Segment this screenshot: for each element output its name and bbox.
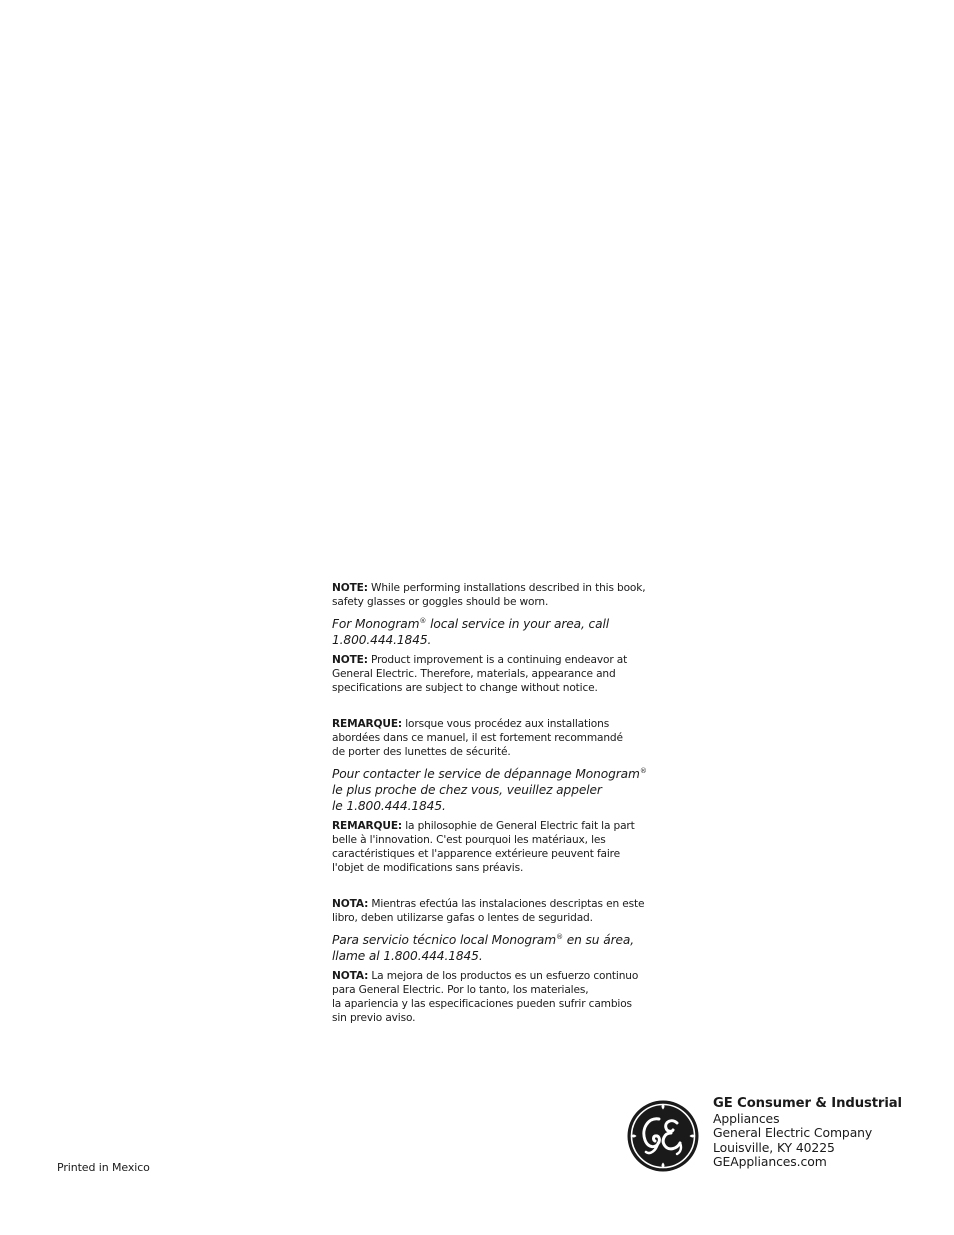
note-label: NOTA: <box>332 898 369 910</box>
note-label: NOTE: <box>332 582 368 594</box>
note-text: la philosophie de General Electric fait la part belle à l'innovation. C'est pourquoi les matériaux, les caractéristiques et l'apparence extérieure peuvent faire l'objet de modifications sans préavis. <box>332 820 635 874</box>
service-text: local service in your area, call 1.800.444.1845. <box>332 617 610 647</box>
note-text: Product improvement is a continuing endeavor at General Electric. Therefore, materials, appearance and specifications are subject to change without notice. <box>332 654 628 694</box>
ge-monogram-logo-icon <box>626 1099 700 1173</box>
note-text: Mientras efectúa las instalaciones descriptas en este libro, deben utilizarse gafas o lentes de seguridad. <box>332 898 645 924</box>
note-improvement-en <box>332 653 657 695</box>
note-safety-en <box>332 581 657 609</box>
legal-name: General Electric Company <box>713 1125 873 1141</box>
registered-mark: ® <box>419 616 427 625</box>
service-text: For Monogram <box>332 617 420 631</box>
service-text: Pour contacter le service de dépannage Monogram <box>332 767 640 781</box>
company-name: GE Consumer & Industrial <box>713 1096 902 1111</box>
note-label: NOTE: <box>332 654 368 666</box>
website-link[interactable]: GEAppliances.com <box>713 1154 827 1170</box>
printed-in-label: Printed in Mexico <box>57 1161 150 1174</box>
service-text: le plus proche de chez vous, veuillez appeler le 1.800.444.1845. <box>332 783 602 813</box>
service-text: en su área, llame al 1.800.444.1845. <box>332 933 635 963</box>
note-improvement-fr <box>332 819 657 875</box>
note-text: While performing installations described in this book, safety glasses or goggles should be worn. <box>332 582 646 608</box>
registered-mark: ® <box>556 932 563 941</box>
note-safety-es <box>332 897 657 925</box>
company-address <box>713 1097 902 1170</box>
service-line-es <box>332 932 657 964</box>
note-text: lorsque vous procédez aux installations abordées dans ce manuel, il est fortement recommandé de porter des lunettes de sécurité. <box>332 718 623 758</box>
note-label: REMARQUE: <box>332 718 403 730</box>
service-line-en <box>332 616 657 648</box>
registered-mark: ® <box>639 766 647 775</box>
note-label: NOTA: <box>332 970 369 982</box>
notes-block <box>332 581 657 1025</box>
service-line-fr <box>332 766 657 814</box>
city-line: Louisville, KY 40225 <box>713 1139 835 1155</box>
note-label: REMARQUE: <box>332 820 403 832</box>
division-name: Appliances <box>713 1110 780 1126</box>
note-safety-fr <box>332 717 657 759</box>
service-text: Para servicio técnico local Monogram <box>332 933 557 947</box>
note-text: La mejora de los productos es un esfuerzo continuo para General Electric. Por lo tanto, los materiales, la apariencia y las especificaciones pueden sufrir cambios sin previo aviso. <box>332 970 639 1024</box>
note-improvement-es <box>332 969 657 1025</box>
